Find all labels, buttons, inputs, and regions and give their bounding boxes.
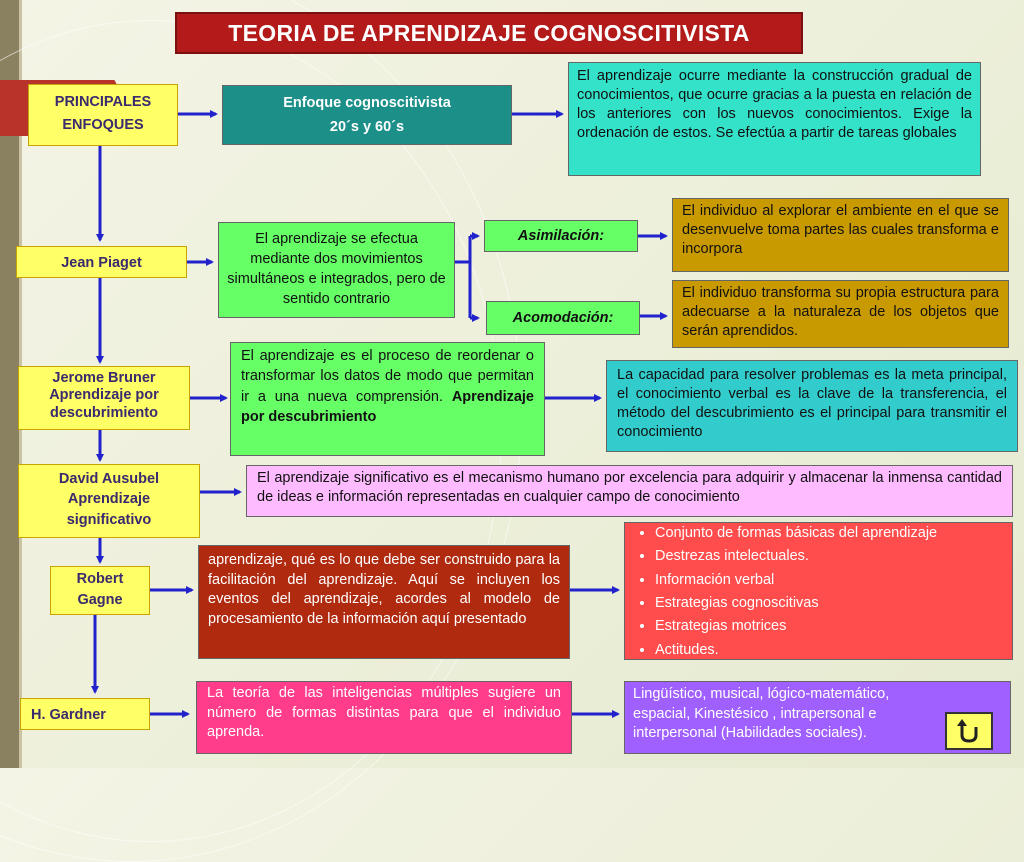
gagne-list-item: • Estrategias cognoscitivas: [655, 594, 1006, 613]
asimilacion-label: Asimilación:: [484, 220, 638, 252]
gagne-list-item: • Conjunto de formas básicas del aprendizaje: [655, 524, 1006, 543]
gagne-description: aprendizaje, qué es lo que debe ser construido para la facilitación del aprendizaje. Aquí se incluyen los eventos del aprendizaje, acordes al modelo de procesamiento de la información aquí presentado: [198, 545, 570, 659]
bruner-description-emphasis: Aprendizaje por descubrimiento: [241, 388, 534, 425]
gagne-list-box: [624, 522, 1013, 660]
bruner-name-box: [18, 366, 190, 430]
enfoques-label: ENFOQUES: [62, 117, 144, 134]
ausubel-description: El aprendizaje significativo es el mecanismo humano por excelencia para adquirir y almacenar la inmensa cantidad de ideas e información representadas en cualquier campo de conocimiento: [246, 465, 1013, 517]
page-title: TEORIA DE APRENDIZAJE COGNOSCITIVISTA: [175, 12, 803, 54]
enfoque-title: Enfoque cognoscitivista: [283, 95, 451, 111]
asimilacion-description: El individuo al explorar el ambiente en el que se desenvuelve toma partes las cuales transforma e incorpora: [672, 198, 1009, 272]
bruner-detail: La capacidad para resolver problemas es la meta principal, el conocimiento verbal es la clave de la transferencia, el método del descubrimiento es el principal para transmitir el conocimiento: [606, 360, 1018, 452]
gardner-description: La teoría de las inteligencias múltiples sugiere un número de formas distintas para que el individuo aprenda.: [196, 681, 572, 754]
principales-enfoques-box: [28, 84, 178, 146]
piaget-name-box: Jean Piaget: [16, 246, 187, 278]
bruner-name: Jerome Bruner: [52, 370, 156, 386]
bruner-theory: Aprendizaje por descubrimiento: [49, 387, 159, 421]
ausubel-theory-line2: significativo: [66, 511, 152, 528]
acomodacion-description: El individuo transforma su propia estructura para adecuarse a la naturaleza de los objetos que serán aprendidos.: [672, 280, 1009, 348]
ausubel-theory-line1: Aprendizaje: [67, 491, 151, 508]
return-button[interactable]: [945, 712, 993, 750]
piaget-description: El aprendizaje se efectua mediante dos movimientos simultáneos e integrados, pero de sentido contrario: [218, 222, 455, 318]
gagne-last-name: Gagne: [77, 592, 123, 609]
gagne-list-item: • Destrezas intelectuales.: [655, 547, 1006, 566]
acomodacion-label: Acomodación:: [486, 301, 640, 335]
enfoque-box: [222, 85, 512, 145]
ausubel-name: David Ausubel: [58, 471, 160, 487]
bruner-description-text: El aprendizaje es el proceso de reordenar o transformar los datos de modo que permitan ir a una nueva comprensión.: [241, 348, 534, 405]
gagne-list-item: • Información verbal: [655, 571, 1006, 590]
gagne-first-name: Robert: [76, 571, 124, 587]
principales-label: PRINCIPALES: [54, 94, 152, 110]
gagne-list-item: • Estrategias motrices: [655, 617, 1006, 636]
enfoque-description: El aprendizaje ocurre mediante la construcción gradual de conocimientos, que ocurre gracias a la puesta en relación de los anteriores con los nuevos conocimientos. Exige la ordenación de estos. Se efectúa a partir de tareas globales: [568, 62, 981, 176]
bruner-description: [230, 342, 545, 456]
gagne-list: [633, 524, 1006, 660]
u-turn-arrow-icon: [954, 717, 984, 745]
gardner-detail-text: Lingüístico, musical, lógico-matemático, espacial, Kinestésico , intrapersonal e interpersonal (Habilidades sociales).: [633, 686, 890, 742]
gagne-list-item: • Actitudes.: [655, 641, 1006, 660]
enfoque-period: 20´s y 60´s: [329, 118, 405, 135]
ausubel-name-box: [18, 464, 200, 538]
gardner-name-box: H. Gardner: [20, 698, 150, 730]
gagne-name-box: [50, 566, 150, 615]
